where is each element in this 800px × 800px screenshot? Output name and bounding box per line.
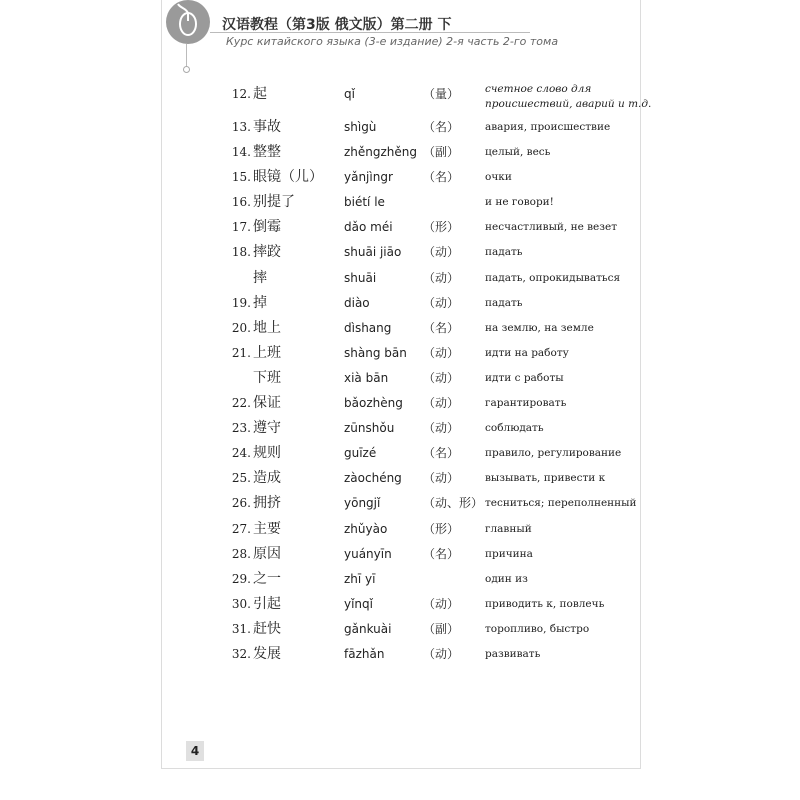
vocab-number: 12. [231,87,251,101]
vocab-word: 拥挤 [253,495,281,512]
vocab-word: 整整 [253,144,281,161]
vocab-pinyin: zhǔyào [344,521,388,536]
vocab-row [227,393,627,418]
vocab-row [227,519,627,544]
vocab-word: 掉 [253,294,267,311]
vocab-part-of-speech: （量） [423,87,460,101]
vocab-part-of-speech: （形） [423,220,460,235]
vocab-word: 赶快 [253,620,281,637]
vocab-word: 主要 [253,520,281,537]
vocab-part-of-speech: （名） [423,546,460,561]
vocab-pinyin: shuāi [344,270,377,285]
vocab-number: 24. [231,446,251,461]
vocab-word: 起 [253,86,267,102]
page-number: 4 [186,741,204,761]
vocab-row [227,418,627,443]
vocab-row [227,368,627,393]
vocab-part-of-speech: （副） [423,145,460,160]
vocab-part-of-speech: （动） [423,295,460,310]
vocab-part-of-speech: （动） [423,370,460,385]
vocab-number: 20. [231,320,251,335]
vocab-pinyin: yǐnqǐ [344,596,373,611]
vocab-number: 22. [231,396,251,411]
vocab-pinyin: gǎnkuài [344,621,392,636]
vocab-word: 发展 [253,645,281,662]
vocab-word: 原因 [253,545,281,562]
vocab-word: 上班 [253,344,281,361]
vocab-meaning: на землю, на земле [485,321,594,334]
vocab-part-of-speech: （动、形） [423,496,484,511]
vocab-row [227,142,627,167]
vocab-row [227,83,652,117]
vocab-part-of-speech: （动） [423,245,460,260]
vocab-meaning: причина [485,547,533,560]
vocab-meaning: один из [485,572,528,585]
vocab-part-of-speech: （形） [423,521,460,536]
vocab-pinyin: dìshang [344,320,392,335]
vocab-pinyin: qǐ [344,87,355,101]
vocab-row [227,619,627,644]
vocab-row [227,594,627,619]
vocab-row [227,493,637,518]
vocab-meaning: главный [485,522,532,535]
vocab-word: 事故 [253,119,281,135]
vocabulary-list [227,83,652,669]
vocab-word: 摔 [253,269,267,286]
vocab-word: 造成 [253,470,281,487]
vocab-meaning: идти на работу [485,346,569,359]
vocab-number: 29. [231,571,251,586]
vocab-part-of-speech: （动） [423,270,460,285]
vocab-pinyin: yuányīn [344,546,392,561]
vocab-meaning: целый, весь [485,146,551,159]
vocab-meaning: и не говори! [485,196,554,209]
header-title-chinese: 汉语教程（第3版 俄文版）第二册 下 [222,17,452,33]
vocab-pinyin: yōngjǐ [344,496,381,511]
vocab-meaning: идти с работы [485,371,564,384]
vocab-number: 31. [231,621,251,636]
vocab-row [227,167,627,192]
vocab-number: 30. [231,596,251,611]
vocab-number: 13. [231,120,251,134]
vocab-row [227,569,627,594]
vocab-part-of-speech: （副） [423,621,460,636]
vocab-pinyin: zhěngzhěng [344,145,418,160]
vocab-part-of-speech: （动） [423,345,460,360]
vocab-meaning: падать [485,246,523,259]
vocab-word: 倒霉 [253,219,281,236]
vocab-pinyin: zūnshǒu [344,421,395,436]
vocab-pinyin: diào [344,295,370,310]
vocab-meaning: гарантировать [485,397,567,410]
vocab-word: 眼镜（儿） [253,169,323,186]
vocab-number: 25. [231,471,251,486]
vocab-pinyin: zàochéng [344,471,402,486]
vocab-part-of-speech: （动） [423,396,460,411]
vocab-pinyin: shuāi jiāo [344,245,402,260]
vocab-number: 32. [231,646,251,661]
vocab-pinyin: fāzhǎn [344,646,385,661]
vocab-number: 28. [231,546,251,561]
vocab-word: 地上 [253,319,281,336]
vocab-row [227,293,627,318]
vocab-meaning: приводить к, повлечь [485,597,605,610]
vocab-pinyin: yǎnjìngr [344,170,393,185]
vocab-number: 19. [231,295,251,310]
vocab-meaning: очки [485,171,512,184]
vocab-row [227,117,627,142]
vocab-part-of-speech: （动） [423,471,460,486]
vocab-meaning: торопливо, быстро [485,622,590,635]
header-dot [183,66,190,73]
vocab-pinyin: guīzé [344,446,377,461]
vocab-number: 14. [231,145,251,160]
vocab-pinyin: bǎozhèng [344,396,403,411]
vocab-number: 23. [231,421,251,436]
vocab-number: 17. [231,220,251,235]
vocab-pinyin: biétí le [344,195,385,210]
vocab-part-of-speech: （名） [423,320,460,335]
vocab-part-of-speech: （动） [423,646,460,661]
vocab-row [227,644,627,669]
vocab-meaning: соблюдать [485,422,544,435]
vocab-pinyin: shìgù [344,120,377,134]
vocab-meaning: тесниться; переполненный [485,497,637,510]
mouse-logo-icon [166,0,210,44]
vocab-row [227,242,627,267]
header-connector [186,44,187,68]
vocab-row [227,343,627,368]
vocab-part-of-speech: （动） [423,596,460,611]
vocab-number: 16. [231,195,251,210]
vocab-number: 27. [231,521,251,536]
vocab-number: 26. [231,496,251,511]
vocab-word: 引起 [253,595,281,612]
vocab-word: 遵守 [253,420,281,437]
vocab-pinyin: zhī yī [344,571,376,586]
vocab-number: 15. [231,170,251,185]
vocab-row [227,468,627,493]
vocab-word: 下班 [253,369,281,386]
vocab-meaning: счетное слово для происшествий, аварий и т.д. [485,83,652,110]
vocab-pinyin: xià bān [344,370,389,385]
vocab-word: 摔跤 [253,244,281,261]
vocab-meaning: вызывать, привести к [485,472,606,485]
vocab-pinyin: shàng bān [344,345,407,360]
vocab-row [227,443,627,468]
header-title-russian: Курс китайского языка (3-е издание) 2-я часть 2-го тома [226,35,559,48]
vocab-word: 别提了 [253,194,295,211]
vocab-part-of-speech: （动） [423,421,460,436]
vocab-row [227,544,627,569]
vocab-number: 21. [231,345,251,360]
vocab-meaning: развивать [485,647,541,660]
vocab-meaning: падать, опрокидываться [485,271,621,284]
vocab-meaning: авария, происшествие [485,121,611,133]
vocab-row [227,217,627,242]
vocab-meaning: правило, регулирование [485,447,622,460]
vocab-row [227,318,627,343]
vocab-row [227,192,627,217]
vocab-meaning: несчастливый, не везет [485,221,618,234]
vocab-pinyin: dǎo méi [344,220,393,235]
vocab-word: 保证 [253,395,281,412]
vocab-part-of-speech: （名） [423,120,460,134]
vocab-number: 18. [231,245,251,260]
vocab-part-of-speech: （名） [423,170,460,185]
vocab-row [227,268,627,293]
vocab-word: 规则 [253,445,281,462]
vocab-meaning: падать [485,296,523,309]
vocab-part-of-speech: （名） [423,446,460,461]
vocab-word: 之一 [253,570,281,587]
